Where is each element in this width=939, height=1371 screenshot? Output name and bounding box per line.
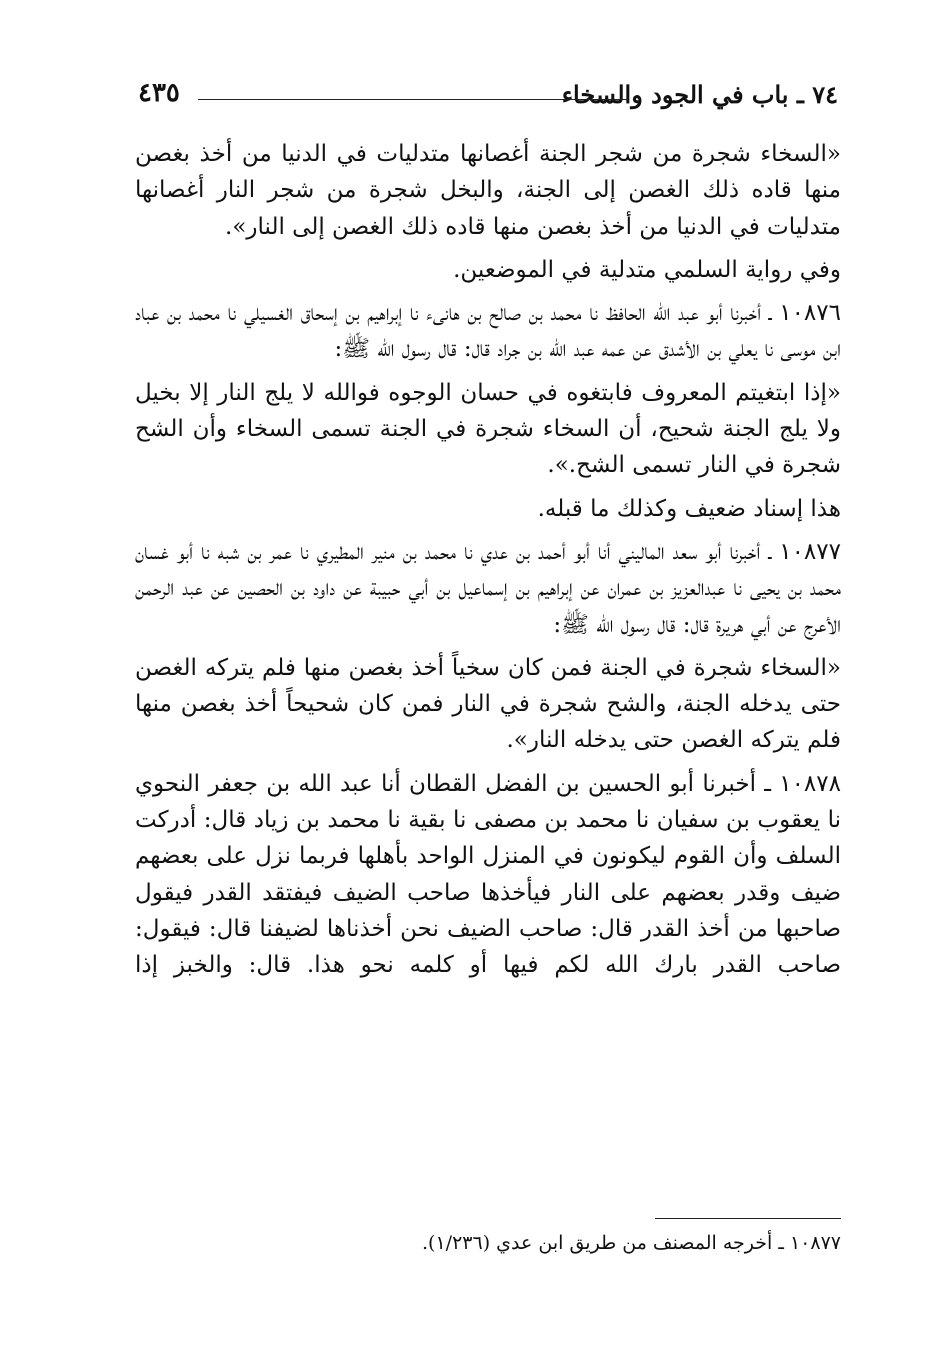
hadith-text: «السخاء شجرة في الجنة فمن كان سخياً أخذ بغصن منها فلم يتركه الغصن حتى يدخله الجنة، والشح شجرة في النار فمن كان شحيحاً أخذ بغصن منها فلم يتركه الغصن حتى يدخله النار». [135,654,841,754]
header-rule [198,99,628,100]
grading-note: هذا إسناد ضعيف وكذلك ما قبله. [537,495,841,522]
page-header [138,78,838,118]
chapter-title: ٧٤ ـ باب في الجود والسخاء [561,80,838,109]
footnote: ١٠٨٧٧ ـ أخرجه المصنف من طريق ابن عدي (١/٢٣٦). [422,1232,841,1254]
narration-note: وفي رواية السلمي متدلية في الموضعين. [453,256,841,283]
page-body [135,136,841,991]
page-number: ٤٣٥ [138,78,180,108]
hadith-isnad: ١٠٨٧٨ ـ أخبرنا أبو الحسين بن الفضل القطان أنا عبد الله بن جعفر النحوي نا يعقوب بن سفيان نا محمد بن مصفى نا بقية نا محمد بن زياد قال: أدركت السلف وأن القوم ليكونون في المنزل الواحد بأهلها فربما نزل على بعضهم ضيف وقدر بعضهم على النار فيأخذها صاحب الضيف فيفتقد القدر فيقول صاحبها من أخذ القدر قال: صاحب الضيف نحن أخذناها لضيفنا قال: فيقول: صاحب القدر بارك الله لكم فيها أو كلمه نحو هذا. قال: والخبز إذا [135,770,841,979]
hadith-isnad: ١٠٨٧٦ ـ أخبرنا أبو عبد الله الحافظ نا محمد بن صالح بن هانىء نا إبراهيم بن إسحاق الغسيلي نا محمد بن عباد ابن موسى نا يعلي بن الأشدق عن عمه عبد الله بن جراد قال: قال رسول الله ﷺ: [135,300,841,363]
hadith-text: «إذا ابتغيتم المعروف فابتغوه في حسان الوجوه فوالله لا يلج النار إلا بخيل ولا يلج الجنة شحيح، أن السخاء شجرة في الجنة تسمى السخاء وأن الشح شجرة في النار تسمى الشح.». [135,379,841,479]
hadith-isnad: ١٠٨٧٧ ـ أخبرنا أبو سعد الماليني أنا أبو أحمد بن عدي نا محمد بن منير المطيري نا عمر بن شبه نا أبو غسان محمد بن يحيى نا عبدالعزيز بن عمران عن إبراهيم بن إسماعيل بن أبي حبيبة عن داود بن الحصين عن عبد الرحمن الأعرج عن أبي هريرة قال: قال رسول الله ﷺ: [135,538,841,638]
hadith-text: «السخاء شجرة من شجر الجنة أغصانها متدليات في الدنيا من أخذ بغصن منها قاده ذلك الغصن إلى الجنة، والبخل شجرة من شجر النار أغصانها متدليات في الدنيا من أخذ بغصن منها قاده ذلك الغصن إلى النار». [135,141,841,240]
footnote-rule [655,1218,841,1219]
